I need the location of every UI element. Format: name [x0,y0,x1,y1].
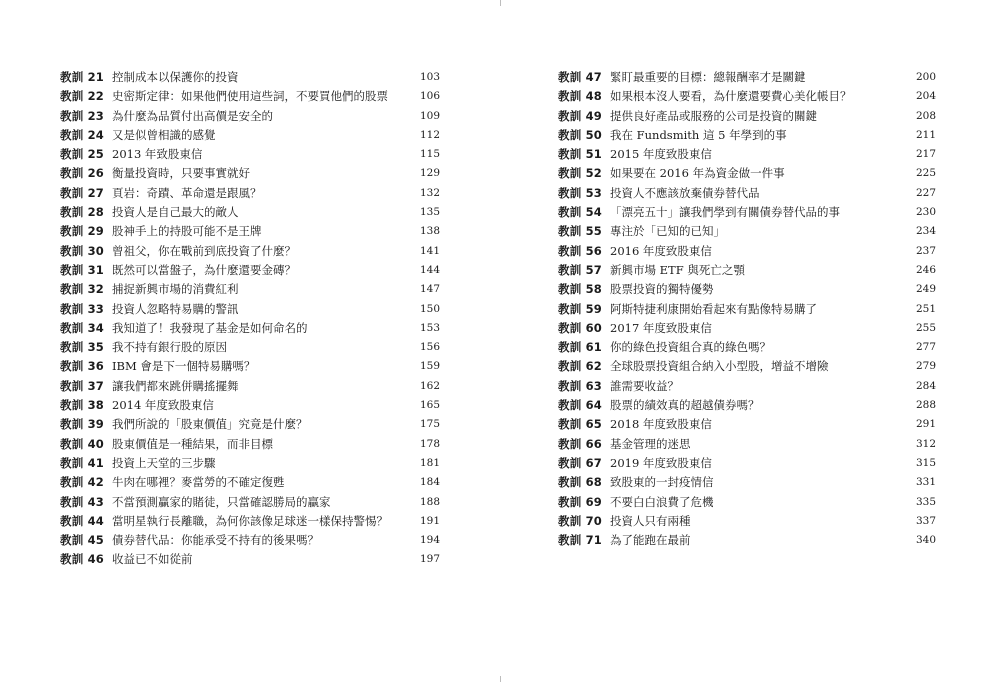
toc-entry[interactable] [558,319,936,338]
toc-entry[interactable] [558,261,936,280]
toc-entry-title: 如果根本沒人要看，為什麼還要費心美化帳目？ [610,89,852,104]
toc-lesson-number: 教訓 64 [558,398,603,413]
toc-page-number: 277 [915,341,936,354]
toc-entry-title: 曾祖父，你在戰前到底投資了什麼？ [112,243,296,258]
toc-entry-title: 衡量投資時，只要事實就好 [112,166,250,181]
toc-entry[interactable] [558,493,936,512]
toc-entry[interactable] [60,357,440,376]
toc-entry-title: 「漂亮五十」讓我們學到有關債券替代品的事 [610,205,840,220]
toc-page-number: 237 [915,244,936,257]
toc-page-number: 106 [419,90,440,103]
toc-entry-title: 2014 年度致股東信 [112,398,214,413]
toc-entry[interactable] [60,473,440,492]
toc-lesson-number: 教訓 39 [60,417,105,432]
toc-entry[interactable] [60,203,440,222]
toc-lesson-number: 教訓 67 [558,455,603,470]
toc-lesson-number: 教訓 30 [60,243,105,258]
toc-entry[interactable] [60,280,440,299]
toc-lesson-number: 教訓 40 [60,436,105,451]
toc-entry[interactable] [558,531,936,550]
toc-page-number: 230 [915,206,936,219]
toc-page-number: 227 [915,186,936,199]
toc-page-number: 200 [915,71,936,83]
toc-lesson-number: 教訓 53 [558,185,603,200]
toc-page-number: 194 [419,534,440,547]
toc-lesson-number: 教訓 37 [60,378,105,393]
toc-entry-title: 誰需要收益？ [610,378,679,393]
toc-entry-title: 投資上天堂的三步驟 [112,455,216,470]
toc-lesson-number: 教訓 69 [558,494,603,509]
toc-lesson-number: 教訓 28 [60,205,105,220]
toc-entry-title: 投資人忽略特易購的警訊 [112,301,239,316]
toc-entry[interactable] [60,550,440,569]
toc-entry[interactable] [558,107,936,126]
toc-lesson-number: 教訓 59 [558,301,603,316]
toc-page-number: 251 [915,302,936,315]
toc-entry[interactable] [60,107,440,126]
toc-entry[interactable] [558,454,936,473]
toc-lesson-number: 教訓 52 [558,166,603,181]
toc-lesson-number: 教訓 63 [558,378,603,393]
toc-entry[interactable] [558,68,936,87]
toc-lesson-number: 教訓 48 [558,89,603,104]
toc-lesson-number: 教訓 41 [60,455,105,470]
toc-page-number: 115 [419,148,440,161]
toc-entry[interactable] [60,396,440,415]
toc-lesson-number: 教訓 50 [558,127,603,142]
toc-entry-title: 我知道了！我發現了基金是如何命名的 [112,320,308,335]
toc-lesson-number: 教訓 43 [60,494,105,509]
toc-entry-title: 股東價值是一種結果，而非目標 [112,436,273,451]
toc-entry[interactable] [558,338,936,357]
toc-entry[interactable] [60,300,440,319]
toc-entry-title: 投資人是自己最大的敵人 [112,205,239,220]
toc-entry[interactable] [558,357,936,376]
toc-lesson-number: 教訓 46 [60,552,105,567]
toc-entry-title: 收益已不如從前 [112,552,193,567]
center-crop-mark-top [500,0,501,6]
toc-page-number: 184 [419,476,440,489]
toc-entry[interactable] [558,377,936,396]
toc-entry-title: 緊盯最重要的目標：總報酬率才是關鍵 [610,70,806,84]
toc-lesson-number: 教訓 56 [558,243,603,258]
toc-entry-title: 股神手上的持股可能不是王牌 [112,224,262,239]
toc-page-number: 112 [419,128,440,141]
toc-page-number: 217 [915,148,936,161]
toc-lesson-number: 教訓 47 [558,70,603,84]
toc-entry[interactable] [60,68,440,87]
toc-page-number: 156 [419,341,440,354]
toc-page-number: 175 [419,418,440,431]
toc-entry[interactable] [60,319,440,338]
toc-entry-title: 2015 年度致股東信 [610,147,712,162]
toc-entry-title: 頁岩：奇蹟、革命還是跟風？ [112,185,262,200]
toc-entry-title: 阿斯特捷利康開始看起來有點像特易購了 [610,301,817,316]
toc-lesson-number: 教訓 31 [60,262,105,277]
toc-entry-title: 2017 年度致股東信 [610,320,712,335]
toc-lesson-number: 教訓 24 [60,127,105,142]
toc-lesson-number: 教訓 32 [60,282,105,297]
toc-lesson-number: 教訓 57 [558,262,603,277]
toc-entry[interactable] [558,164,936,183]
toc-lesson-number: 教訓 60 [558,320,603,335]
center-crop-mark-bottom [500,676,501,682]
toc-page-number: 165 [419,399,440,412]
toc-entry[interactable] [60,164,440,183]
toc-lesson-number: 教訓 65 [558,417,603,432]
toc-entry-title: 史密斯定律：如果他們使用這些詞，不要買他們的股票 [112,89,388,104]
toc-entry-title: 既然可以當盤子，為什麼還要金磚？ [112,262,296,277]
toc-lesson-number: 教訓 62 [558,359,603,374]
toc-entry-title: 全球股票投資組合納入小型股，增益不增險 [610,359,829,374]
toc-page-number: 312 [915,437,936,450]
toc-entry[interactable] [558,415,936,434]
toc-entry-title: 2013 年致股東信 [112,147,203,162]
toc-entry-title: 不要白白浪費了危機 [610,494,714,509]
toc-entry[interactable] [558,512,936,531]
toc-page-number: 181 [419,456,440,469]
toc-lesson-number: 教訓 33 [60,301,105,316]
toc-entry[interactable] [60,222,440,241]
toc-entry-title: 專注於「已知的已知」 [610,224,725,239]
toc-entry-title: 我們所說的「股東價值」究竟是什麼？ [112,417,308,432]
toc-page-number: 284 [915,379,936,392]
toc-page-number: 135 [419,206,440,219]
toc-entry-title: 讓我們都來跳併購搖擺舞 [112,378,239,393]
toc-entry-title: 2016 年度致股東信 [610,243,712,258]
toc-entry[interactable] [60,493,440,512]
toc-page-number: 132 [419,186,440,199]
toc-entry-title: 我不持有銀行股的原因 [112,340,227,355]
toc-page-number: 138 [419,225,440,238]
toc-lesson-number: 教訓 21 [60,70,105,84]
toc-lesson-number: 教訓 55 [558,224,603,239]
toc-entry-title: 提供良好產品或服務的公司是投資的關鍵 [610,108,817,123]
toc-page-number: 291 [915,418,936,431]
toc-lesson-number: 教訓 23 [60,108,105,123]
toc-page-number: 211 [915,128,936,141]
toc-entry[interactable] [60,512,440,531]
toc-entry[interactable] [60,261,440,280]
toc-entry[interactable] [60,184,440,203]
toc-entry[interactable] [60,377,440,396]
toc-page-number: 279 [915,360,936,373]
toc-entry[interactable] [60,87,440,106]
toc-entry[interactable] [558,203,936,222]
toc-page-number: 340 [915,534,936,547]
toc-lesson-number: 教訓 44 [60,513,105,528]
toc-page-number: 204 [915,90,936,103]
toc-entry[interactable] [60,242,440,261]
toc-entry-title: 新興市場 ETF 與死亡之顎 [610,262,745,277]
toc-lesson-number: 教訓 38 [60,398,105,413]
toc-left-column [60,68,440,570]
toc-entry-title: 為了能跑在最前 [610,533,691,548]
toc-lesson-number: 教訓 27 [60,185,105,200]
toc-lesson-number: 教訓 45 [60,533,105,548]
toc-lesson-number: 教訓 42 [60,475,105,490]
toc-lesson-number: 教訓 66 [558,436,603,451]
toc-entry-title: 債券替代品：你能承受不持有的後果嗎？ [112,533,319,548]
toc-entry-title: 2018 年度致股東信 [610,417,712,432]
toc-entry-title: 股票投資的獨特優勢 [610,282,714,297]
toc-entry-title: 控制成本以保護你的投資 [112,70,239,84]
toc-entry[interactable] [60,435,440,454]
toc-lesson-number: 教訓 34 [60,320,105,335]
toc-page-number: 331 [915,476,936,489]
toc-page-number: 255 [915,321,936,334]
toc-entry-title: 投資人不應該放棄債券替代品 [610,185,760,200]
toc-page-number: 150 [419,302,440,315]
toc-lesson-number: 教訓 71 [558,533,603,548]
toc-page-number: 153 [419,321,440,334]
toc-entry-title: 我在 Fundsmith 這 5 年學到的事 [610,127,787,142]
toc-page-number: 337 [915,514,936,527]
toc-entry-title: IBM 會是下一個特易購嗎？ [112,359,256,374]
toc-entry-title: 捕捉新興市場的消費紅利 [112,282,239,297]
toc-lesson-number: 教訓 25 [60,147,105,162]
toc-entry-title: 為什麼為品質付出高價是安全的 [112,108,273,123]
toc-entry[interactable] [60,126,440,145]
toc-entry[interactable] [558,242,936,261]
toc-entry[interactable] [558,87,936,106]
toc-lesson-number: 教訓 51 [558,147,603,162]
toc-entry[interactable] [558,145,936,164]
toc-lesson-number: 教訓 36 [60,359,105,374]
toc-page-number: 129 [419,167,440,180]
toc-entry[interactable] [60,531,440,550]
toc-lesson-number: 教訓 35 [60,340,105,355]
toc-entry-title: 投資人只有兩種 [610,513,691,528]
toc-page-number: 103 [419,71,440,83]
toc-entry-title: 股票的績效真的超越債券嗎？ [610,398,760,413]
toc-page-number: 225 [915,167,936,180]
toc-page-number: 335 [915,495,936,508]
toc-right-column [558,68,936,550]
toc-entry-title: 不當預測贏家的賭徒，只當確認勝局的贏家 [112,494,331,509]
toc-entry-title: 致股東的一封疫情信 [610,475,714,490]
toc-lesson-number: 教訓 22 [60,89,105,104]
toc-lesson-number: 教訓 54 [558,205,603,220]
toc-page-number: 315 [915,456,936,469]
toc-page-number: 208 [915,109,936,122]
toc-entry[interactable] [60,145,440,164]
toc-page-number: 288 [915,399,936,412]
toc-lesson-number: 教訓 68 [558,475,603,490]
toc-entry[interactable] [558,184,936,203]
toc-entry-title: 2019 年度致股東信 [610,455,712,470]
toc-entry-title: 牛肉在哪裡？麥當勞的不確定復甦 [112,475,285,490]
toc-page-number: 159 [419,360,440,373]
toc-entry[interactable] [60,415,440,434]
toc-page-number: 188 [419,495,440,508]
toc-entry[interactable] [558,280,936,299]
toc-entry-title: 又是似曾相識的感覺 [112,127,216,142]
toc-page-number: 162 [419,379,440,392]
toc-entry[interactable] [558,126,936,145]
toc-lesson-number: 教訓 49 [558,108,603,123]
toc-entry[interactable] [558,396,936,415]
toc-page-number: 178 [419,437,440,450]
toc-page-number: 246 [915,263,936,276]
toc-page-number: 141 [419,244,440,257]
toc-lesson-number: 教訓 29 [60,224,105,239]
toc-page-number: 249 [915,283,936,296]
toc-entry[interactable] [558,473,936,492]
toc-page-number: 109 [419,109,440,122]
toc-page-number: 191 [419,514,440,527]
toc-page-number: 234 [915,225,936,238]
toc-page-number: 144 [419,263,440,276]
toc-lesson-number: 教訓 70 [558,513,603,528]
toc-entry[interactable] [558,222,936,241]
toc-entry[interactable] [558,435,936,454]
toc-entry-title: 你的綠色投資組合真的綠色嗎？ [610,340,771,355]
toc-lesson-number: 教訓 61 [558,340,603,355]
toc-page-number: 147 [419,283,440,296]
toc-entry-title: 當明星執行長離職，為何你該像足球迷一樣保持警惕？ [112,513,388,528]
toc-page-number: 197 [419,553,440,566]
toc-lesson-number: 教訓 58 [558,282,603,297]
toc-lesson-number: 教訓 26 [60,166,105,181]
toc-entry-title: 基金管理的迷思 [610,436,691,451]
toc-entry[interactable] [60,338,440,357]
toc-entry-title: 如果要在 2016 年為資金做一件事 [610,166,785,181]
toc-entry[interactable] [558,300,936,319]
toc-entry[interactable] [60,454,440,473]
